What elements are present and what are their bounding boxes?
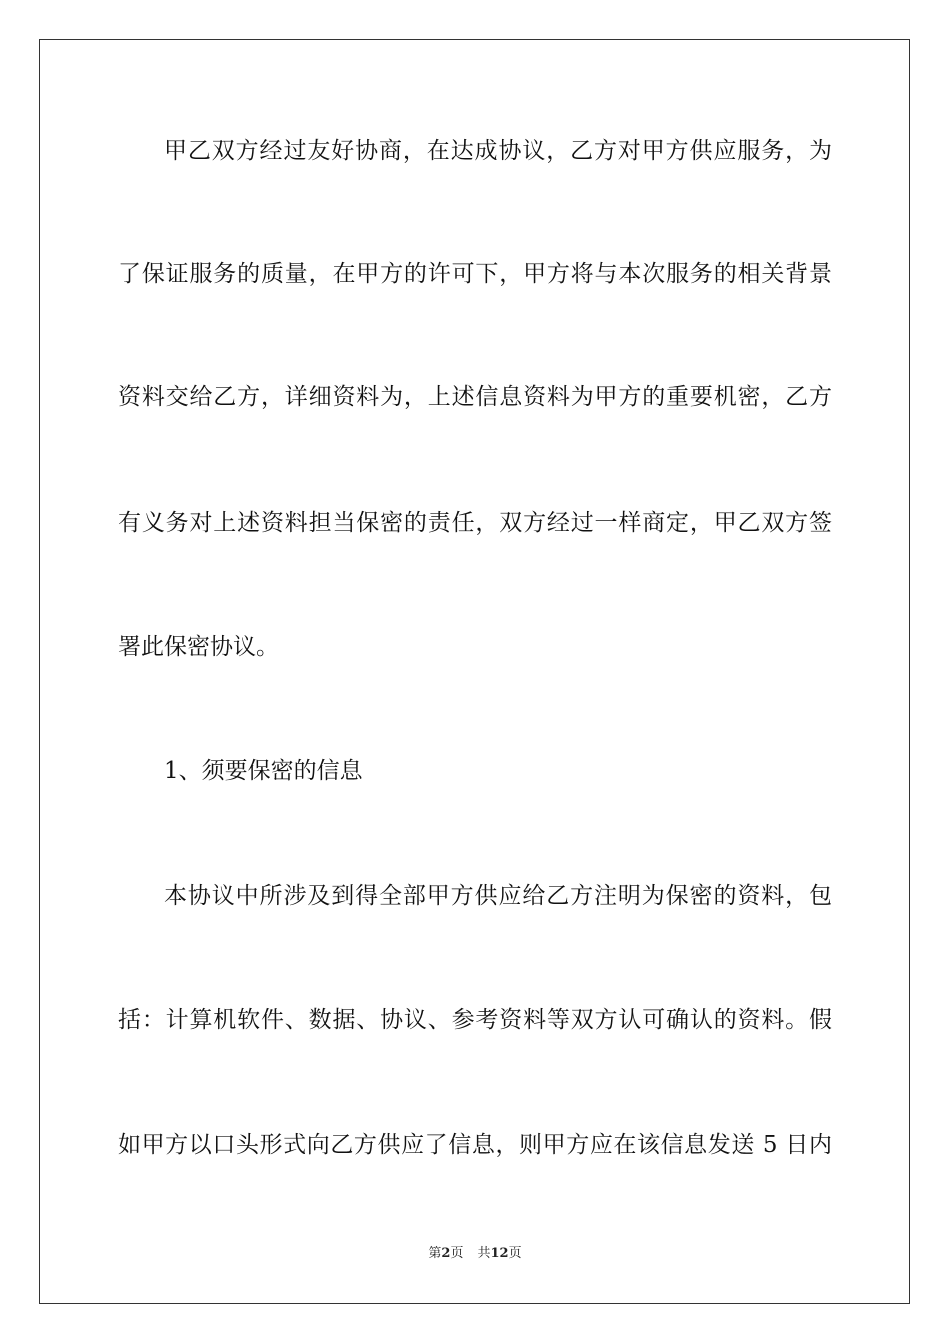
total-suffix: 页 — [508, 1246, 522, 1261]
total-pages: 12 — [490, 1246, 509, 1261]
page-prefix: 第 — [428, 1246, 442, 1261]
text-line: 了保证服务的质量，在甲方的许可下，甲方将与本次服务的相关背景 — [118, 261, 832, 287]
text-line: 署此保密协议。 — [118, 634, 279, 660]
text-line: 资料交给乙方，详细资料为，上述信息资料为甲方的重要机密，乙方 — [118, 384, 832, 410]
total-prefix: 共 — [477, 1246, 491, 1261]
text-line: 甲乙双方经过友好协商，在达成协议，乙方对甲方供应服务，为 — [164, 138, 832, 164]
section-heading: 1、须要保密的信息 — [164, 758, 363, 784]
text-line: 括：计算机软件、数据、协议、参考资料等双方认可确认的资料。假 — [118, 1007, 832, 1033]
page-suffix: 页 — [450, 1246, 464, 1261]
page-number: 2 — [441, 1246, 451, 1261]
text-line: 本协议中所涉及到得全部甲方供应给乙方注明为保密的资料，包 — [164, 883, 832, 909]
text-line: 有义务对上述资料担当保密的责任，双方经过一样商定，甲乙双方签 — [118, 510, 832, 536]
page-border — [39, 39, 910, 1304]
page-footer — [0, 1245, 950, 1263]
text-line: 如甲方以口头形式向乙方供应了信息，则甲方应在该信息发送 5 日内 — [118, 1132, 832, 1158]
